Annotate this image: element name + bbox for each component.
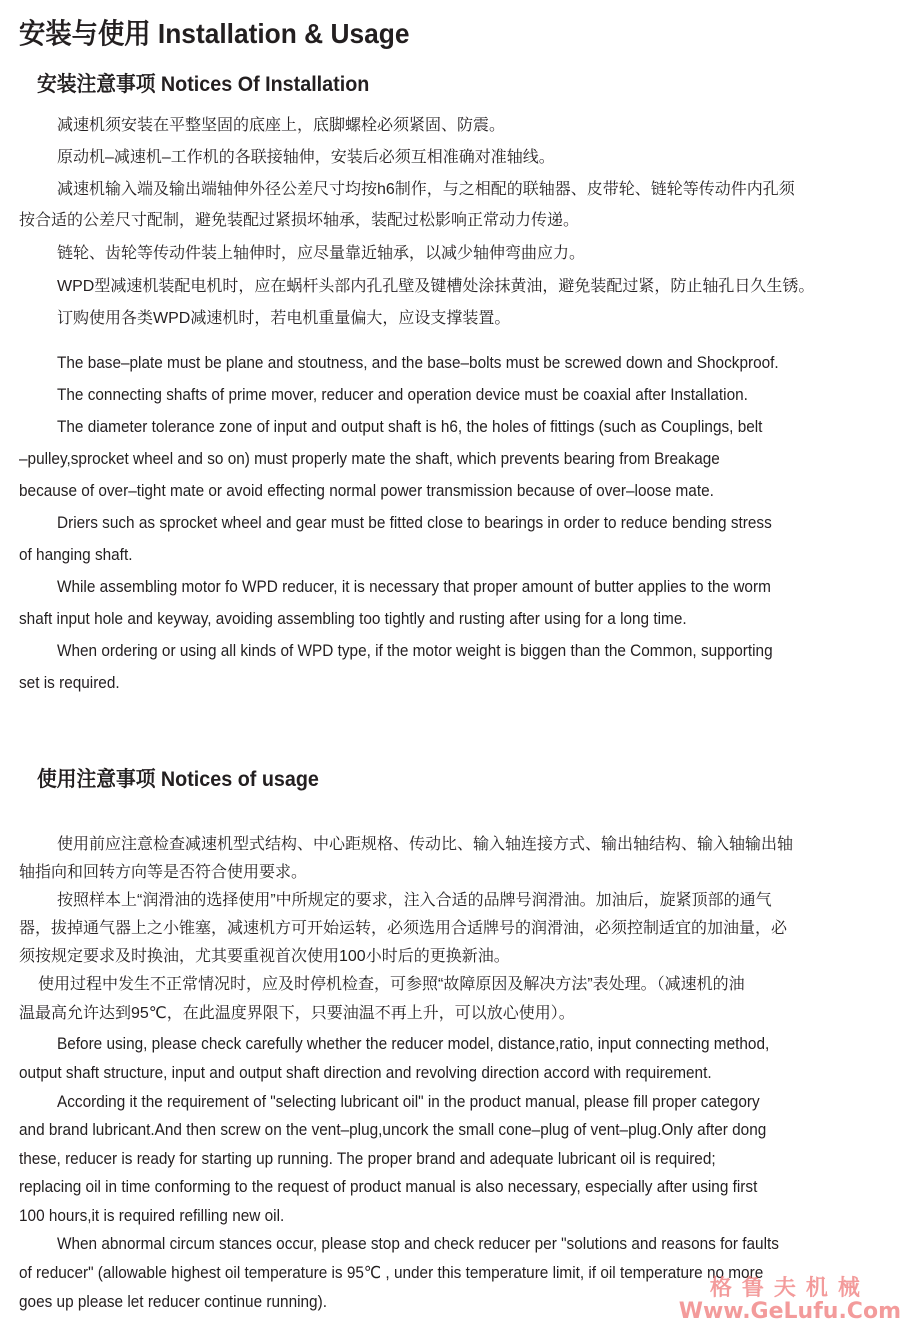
text-line: 须按规定要求及时换油，尤其要重视首次使用100小时后的更换新油。: [19, 948, 510, 965]
text-line: When abnormal circum stances occur, please stop and check reducer per "solutions and reasons for faults: [57, 1235, 779, 1253]
text-line: set is required.: [19, 674, 120, 692]
text-line: 链轮、齿轮等传动件装上轴伸时，应尽量靠近轴承，以减少轴伸弯曲应力。: [57, 245, 586, 262]
text-line: 原动机–减速机–工作机的各联接轴伸，安装后必须互相准确对准轴线。: [57, 149, 555, 166]
text-line: Driers such as sprocket wheel and gear must be fitted close to bearings in order to reduce bending stress: [57, 514, 772, 532]
text-line: of reducer" (allowable highest oil temperature is 95℃ , under this temperature limit, if oil temperature no more: [19, 1264, 764, 1282]
text-line: goes up please let reducer continue running).: [19, 1293, 327, 1311]
text-line: 减速机输入端及输出端轴伸外径公差尺寸均按h6制作，与之相配的联轴器、皮带轮、链轮等传动件内孔须: [57, 181, 795, 198]
text-line: output shaft structure, input and output shaft direction and revolving direction accord with requirement.: [19, 1064, 712, 1082]
text-line: 轴指向和回转方向等是否符合使用要求。: [19, 864, 308, 881]
text-line: 减速机须安装在平整坚固的底座上，底脚螺栓必须紧固、防震。: [57, 117, 506, 134]
text-line: The diameter tolerance zone of input and output shaft is h6, the holes of fittings (such as Couplings, belt: [57, 418, 763, 436]
usage-heading: 使用注意事项 Notices of usage: [37, 768, 319, 791]
text-line: 使用前应注意检查减速机型式结构、中心距规格、传动比、输入轴连接方式、输出轴结构、输入轴输出轴: [57, 836, 794, 853]
text-line: 按合适的公差尺寸配制，避免装配过紧损坏轴承，装配过松影响正常动力传递。: [19, 212, 580, 229]
text-line: shaft input hole and keyway, avoiding assembling too tightly and rusting after using for a long time.: [19, 610, 687, 628]
text-line: replacing oil in time conforming to the request of product manual is also necessary, especially after using first: [19, 1178, 758, 1196]
text-line: 100 hours,it is required refilling new oil.: [19, 1207, 285, 1225]
text-line: While assembling motor fo WPD reducer, it is necessary that proper amount of butter applies to the worm: [57, 578, 771, 596]
text-line: of hanging shaft.: [19, 546, 133, 564]
text-line: and brand lubricant.And then screw on the vent–plug,uncork the small cone–plug of vent–plug.Only after dong: [19, 1121, 767, 1139]
text-line: 温最高允许达到95℃，在此温度界限下，只要油温不再上升，可以放心使用）。: [19, 1005, 575, 1022]
text-line: 订购使用各类WPD减速机时，若电机重量偏大，应设支撑装置。: [57, 310, 511, 327]
page-title: 安装与使用 Installation & Usage: [19, 18, 410, 49]
text-line: these, reducer is ready for starting up running. The proper brand and adequate lubricant oil is required;: [19, 1150, 716, 1168]
installation-heading: 安装注意事项 Notices Of Installation: [37, 73, 370, 96]
text-line: When ordering or using all kinds of WPD type, if the motor weight is biggen than the Common, supporting: [57, 642, 773, 660]
text-line: The connecting shafts of prime mover, reducer and operation device must be coaxial after Installation.: [57, 386, 748, 404]
text-line: The base–plate must be plane and stoutness, and the base–bolts must be screwed down and Shockproof.: [57, 354, 779, 372]
watermark-logo: 格鲁夫机械 Www.GeLufu.Com: [678, 1275, 901, 1324]
text-line: because of over–tight mate or avoid effecting normal power transmission because of over–loose mate.: [19, 482, 714, 500]
text-line: 按照样本上“润滑油的选择使用”中所规定的要求，注入合适的品牌号润滑油。加油后，旋紧顶部的通气: [57, 892, 772, 909]
text-line: WPD型减速机装配电机时，应在蜗杆头部内孔孔壁及键槽处涂抹黄油，避免装配过紧，防止轴孔日久生锈。: [57, 278, 815, 295]
text-line: 器，拔掉通气器上之小锥塞，减速机方可开始运转，必须选用合适牌号的润滑油，必须控制适宜的加油量，必: [19, 920, 788, 937]
text-line: According it the requirement of "selecting lubricant oil" in the product manual, please fill proper category: [57, 1093, 760, 1111]
text-line: Before using, please check carefully whether the reducer model, distance,ratio, input connecting method,: [57, 1035, 770, 1053]
text-line: –pulley,sprocket wheel and so on) must properly mate the shaft, which prevents bearing from Breakage: [19, 450, 720, 468]
text-line: 使用过程中发生不正常情况时，应及时停机检查，可参照“故障原因及解决方法”表处理。（减速机的油: [38, 976, 745, 993]
